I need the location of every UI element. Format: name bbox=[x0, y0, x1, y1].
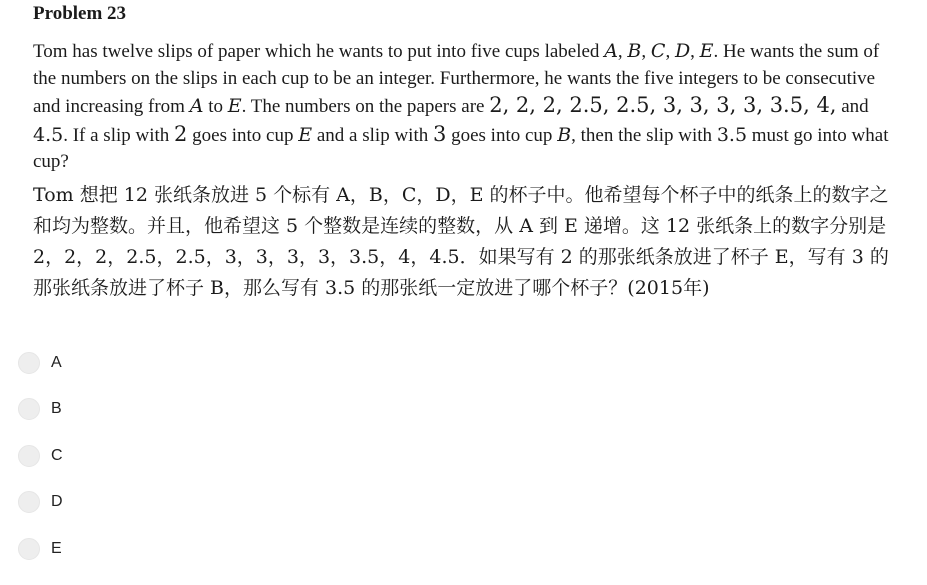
option-e[interactable] bbox=[18, 536, 62, 562]
option-c[interactable] bbox=[18, 443, 63, 469]
math-cup-a: A bbox=[604, 40, 618, 62]
math-cup-a: A bbox=[189, 95, 204, 117]
radio-button[interactable] bbox=[18, 352, 40, 374]
math-number: 3 bbox=[432, 121, 447, 146]
math-number-list: 2, 2, 2, 2.5, 2.5, 3, 3, 3, 3, 3.5, 4, bbox=[489, 93, 837, 117]
math-cup-b: B bbox=[557, 123, 572, 146]
radio-button[interactable] bbox=[18, 491, 40, 513]
option-label: A bbox=[51, 354, 62, 371]
en-text: , then the slip with bbox=[571, 124, 717, 146]
option-label: C bbox=[51, 447, 63, 464]
math-cup-e: E bbox=[298, 123, 313, 146]
option-b[interactable] bbox=[18, 396, 62, 422]
math-cup-e: E bbox=[227, 95, 242, 117]
en-text: The numbers on the papers are bbox=[246, 96, 490, 117]
en-text: to bbox=[203, 96, 228, 117]
option-label: D bbox=[51, 493, 63, 510]
en-text: goes into cup bbox=[187, 124, 299, 146]
math-cup-b: B bbox=[627, 40, 642, 62]
radio-button[interactable] bbox=[18, 445, 40, 467]
option-d[interactable] bbox=[18, 489, 63, 515]
math-number: 3.5 bbox=[716, 123, 748, 146]
problem-text-english: Tom has twelve slips of paper which he wants to put into five cups labeled A, B, C, D, E. He wants the sum of the numbers on the slips in each cup to be an integer. Furthermore, he wants the five integers to be consecutive and increasing from A to E. The numbers on the papers are 2, 2, 2, 2.5, 2.5, 3, 3, 3, 3, 3.5, 4, and 4.5. If a slip with 2 goes into cup E and a slip with 3 goes into cup B, then the slip with 3.5 must go into what cup? bbox=[33, 40, 889, 172]
en-text: goes into cup bbox=[446, 124, 558, 146]
math-number: 2 bbox=[174, 121, 188, 146]
en-text: If a slip with bbox=[67, 124, 175, 146]
en-text: must go into what cup? bbox=[33, 124, 889, 172]
math-cup-e: E bbox=[699, 40, 714, 62]
en-text: and a slip with bbox=[312, 124, 433, 146]
problem-title: Problem 23 bbox=[33, 3, 127, 24]
option-label: B bbox=[51, 400, 62, 417]
math-number: 4.5 bbox=[33, 123, 64, 146]
en-text: He wants the sum of the numbers on the slips in each cup to be an integer. Furthermore, he wants the five integers to be consecutive and increasing from bbox=[33, 41, 880, 117]
radio-button[interactable] bbox=[18, 398, 40, 420]
problem-text-chinese: Tom 想把 12 张纸条放进 5 个标有 A，B，C，D，E 的杯子中。他希望每个杯子中的纸条上的数字之和均为整数。并且，他希望这 5 个整数是连续的整数，从 A 到 E 递增。这 12 张纸条上的数字分别是 2，2，2，2.5，2.5，3，3，3，3，3.5，4，4.5．如果写有 2 的那张纸条放进了杯子 E，写有 3 的那张纸条放进了杯子 B，那么写有 3.5 的那张纸一定放进了哪个杯子？(2015年) bbox=[33, 184, 889, 299]
math-cup-d: D bbox=[674, 40, 691, 62]
math-cup-c: C bbox=[650, 40, 666, 62]
en-text: Tom has twelve slips of paper which he wants to put into five cups labeled bbox=[33, 41, 605, 62]
option-label: E bbox=[51, 540, 62, 557]
radio-button[interactable] bbox=[18, 538, 40, 560]
en-text: and bbox=[836, 96, 869, 117]
option-a[interactable] bbox=[18, 350, 62, 376]
